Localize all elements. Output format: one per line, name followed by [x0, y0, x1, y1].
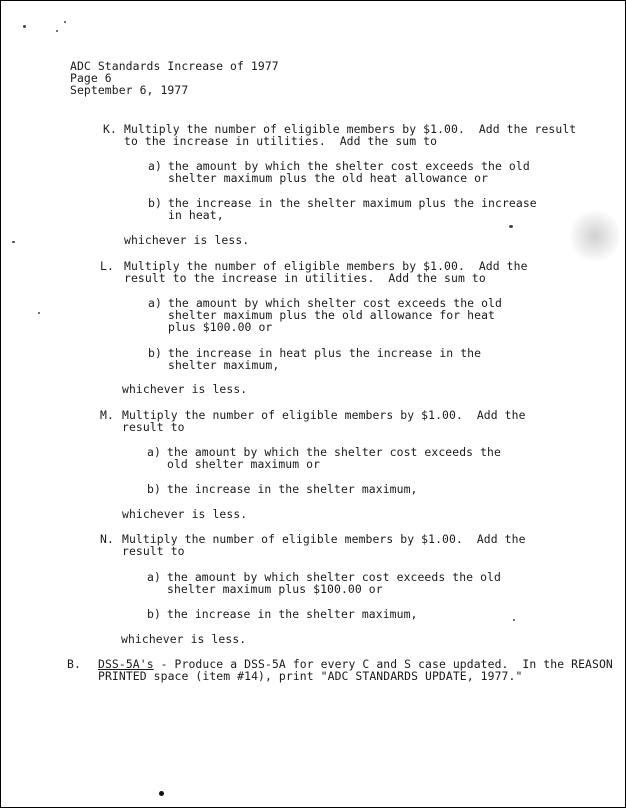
item-k-closing: whichever is less.	[124, 233, 250, 247]
item-m-label: M.	[100, 408, 114, 422]
scan-speck	[513, 619, 515, 621]
item-m-closing: whichever is less.	[122, 507, 248, 521]
item-k-option-b-line-1: the increase in the shelter maximum plus the increase	[168, 196, 537, 210]
item-n-option-b-line-1: the increase in the shelter maximum,	[167, 607, 418, 621]
item-l-option-b-line-2: shelter maximum,	[168, 358, 280, 372]
item-k-option-b-label: b)	[148, 196, 162, 210]
scan-speck	[509, 225, 513, 228]
item-l-option-a-line-2: shelter maximum plus the old allowance for heat	[168, 308, 496, 322]
item-n-closing: whichever is less.	[121, 632, 247, 646]
item-k-option-a-line-1: the amount by which the shelter cost exceeds the old	[168, 159, 530, 173]
item-l-option-b-line-1: the increase in heat plus the increase in the	[168, 346, 482, 360]
item-n-option-a-line-2: shelter maximum plus $100.00 or	[167, 582, 383, 596]
item-k-text-line-1: Multiply the number of eligible members by $1.00. Add the result	[124, 122, 577, 136]
item-l-option-a-line-1: the amount by which shelter cost exceeds the old	[168, 296, 502, 310]
document-date: September 6, 1977	[70, 83, 189, 97]
item-n-text-line-1: Multiply the number of eligible members by $1.00. Add the	[122, 532, 526, 546]
scan-speck	[12, 241, 15, 243]
item-l-label: L.	[100, 259, 114, 273]
item-m-option-b-line-1: the increase in the shelter maximum,	[167, 482, 418, 496]
section-b-line-1-text: - Produce a DSS-5A for every C and S case updated. In the REASON	[153, 657, 613, 671]
item-k-option-b-line-2: in heat,	[168, 208, 224, 222]
page-number: Page 6	[70, 71, 112, 85]
item-n-option-b-label: b)	[147, 607, 161, 621]
item-n-option-a-line-1: the amount by which shelter cost exceeds the old	[167, 570, 501, 584]
scan-speck	[38, 312, 40, 314]
item-m-option-a-line-1: the amount by which the shelter cost exceeds the	[167, 445, 501, 459]
item-k-label: K.	[103, 122, 117, 136]
section-b-label: B.	[67, 657, 81, 671]
scan-speck	[159, 791, 164, 796]
section-b-heading: DSS-5A's	[98, 657, 154, 671]
item-l-option-b-label: b)	[148, 346, 162, 360]
item-k-option-a-label: a)	[148, 159, 162, 173]
item-m-text-line-2: result to	[122, 420, 185, 434]
item-n-option-a-label: a)	[147, 570, 161, 584]
item-k-option-a-line-2: shelter maximum plus the old heat allowance or	[168, 171, 489, 185]
item-l-closing: whichever is less.	[122, 382, 248, 396]
item-l-text-line-1: Multiply the number of eligible members by $1.00. Add the	[124, 259, 528, 273]
item-n-text-line-2: result to	[122, 544, 185, 558]
item-m-option-a-line-2: old shelter maximum or	[167, 457, 321, 471]
document-title: ADC Standards Increase of 1977	[70, 59, 279, 73]
scan-speck	[64, 21, 66, 23]
item-l-option-a-line-3: plus $100.00 or	[168, 320, 273, 334]
item-l-option-a-label: a)	[148, 296, 162, 310]
section-b-line-2: PRINTED space (item #14), print "ADC STANDARDS UPDATE, 1977."	[98, 669, 523, 683]
scan-smudge	[571, 206, 619, 266]
item-m-text-line-1: Multiply the number of eligible members by $1.00. Add the	[122, 408, 526, 422]
item-n-label: N.	[100, 532, 114, 546]
item-l-text-line-2: result to the increase in utilities. Add the sum to	[124, 271, 486, 285]
item-k-text-line-2: to the increase in utilities. Add the sum to	[124, 134, 438, 148]
scan-speck	[23, 25, 26, 28]
scan-speck	[56, 30, 58, 32]
item-m-option-a-label: a)	[147, 445, 161, 459]
item-m-option-b-label: b)	[147, 482, 161, 496]
